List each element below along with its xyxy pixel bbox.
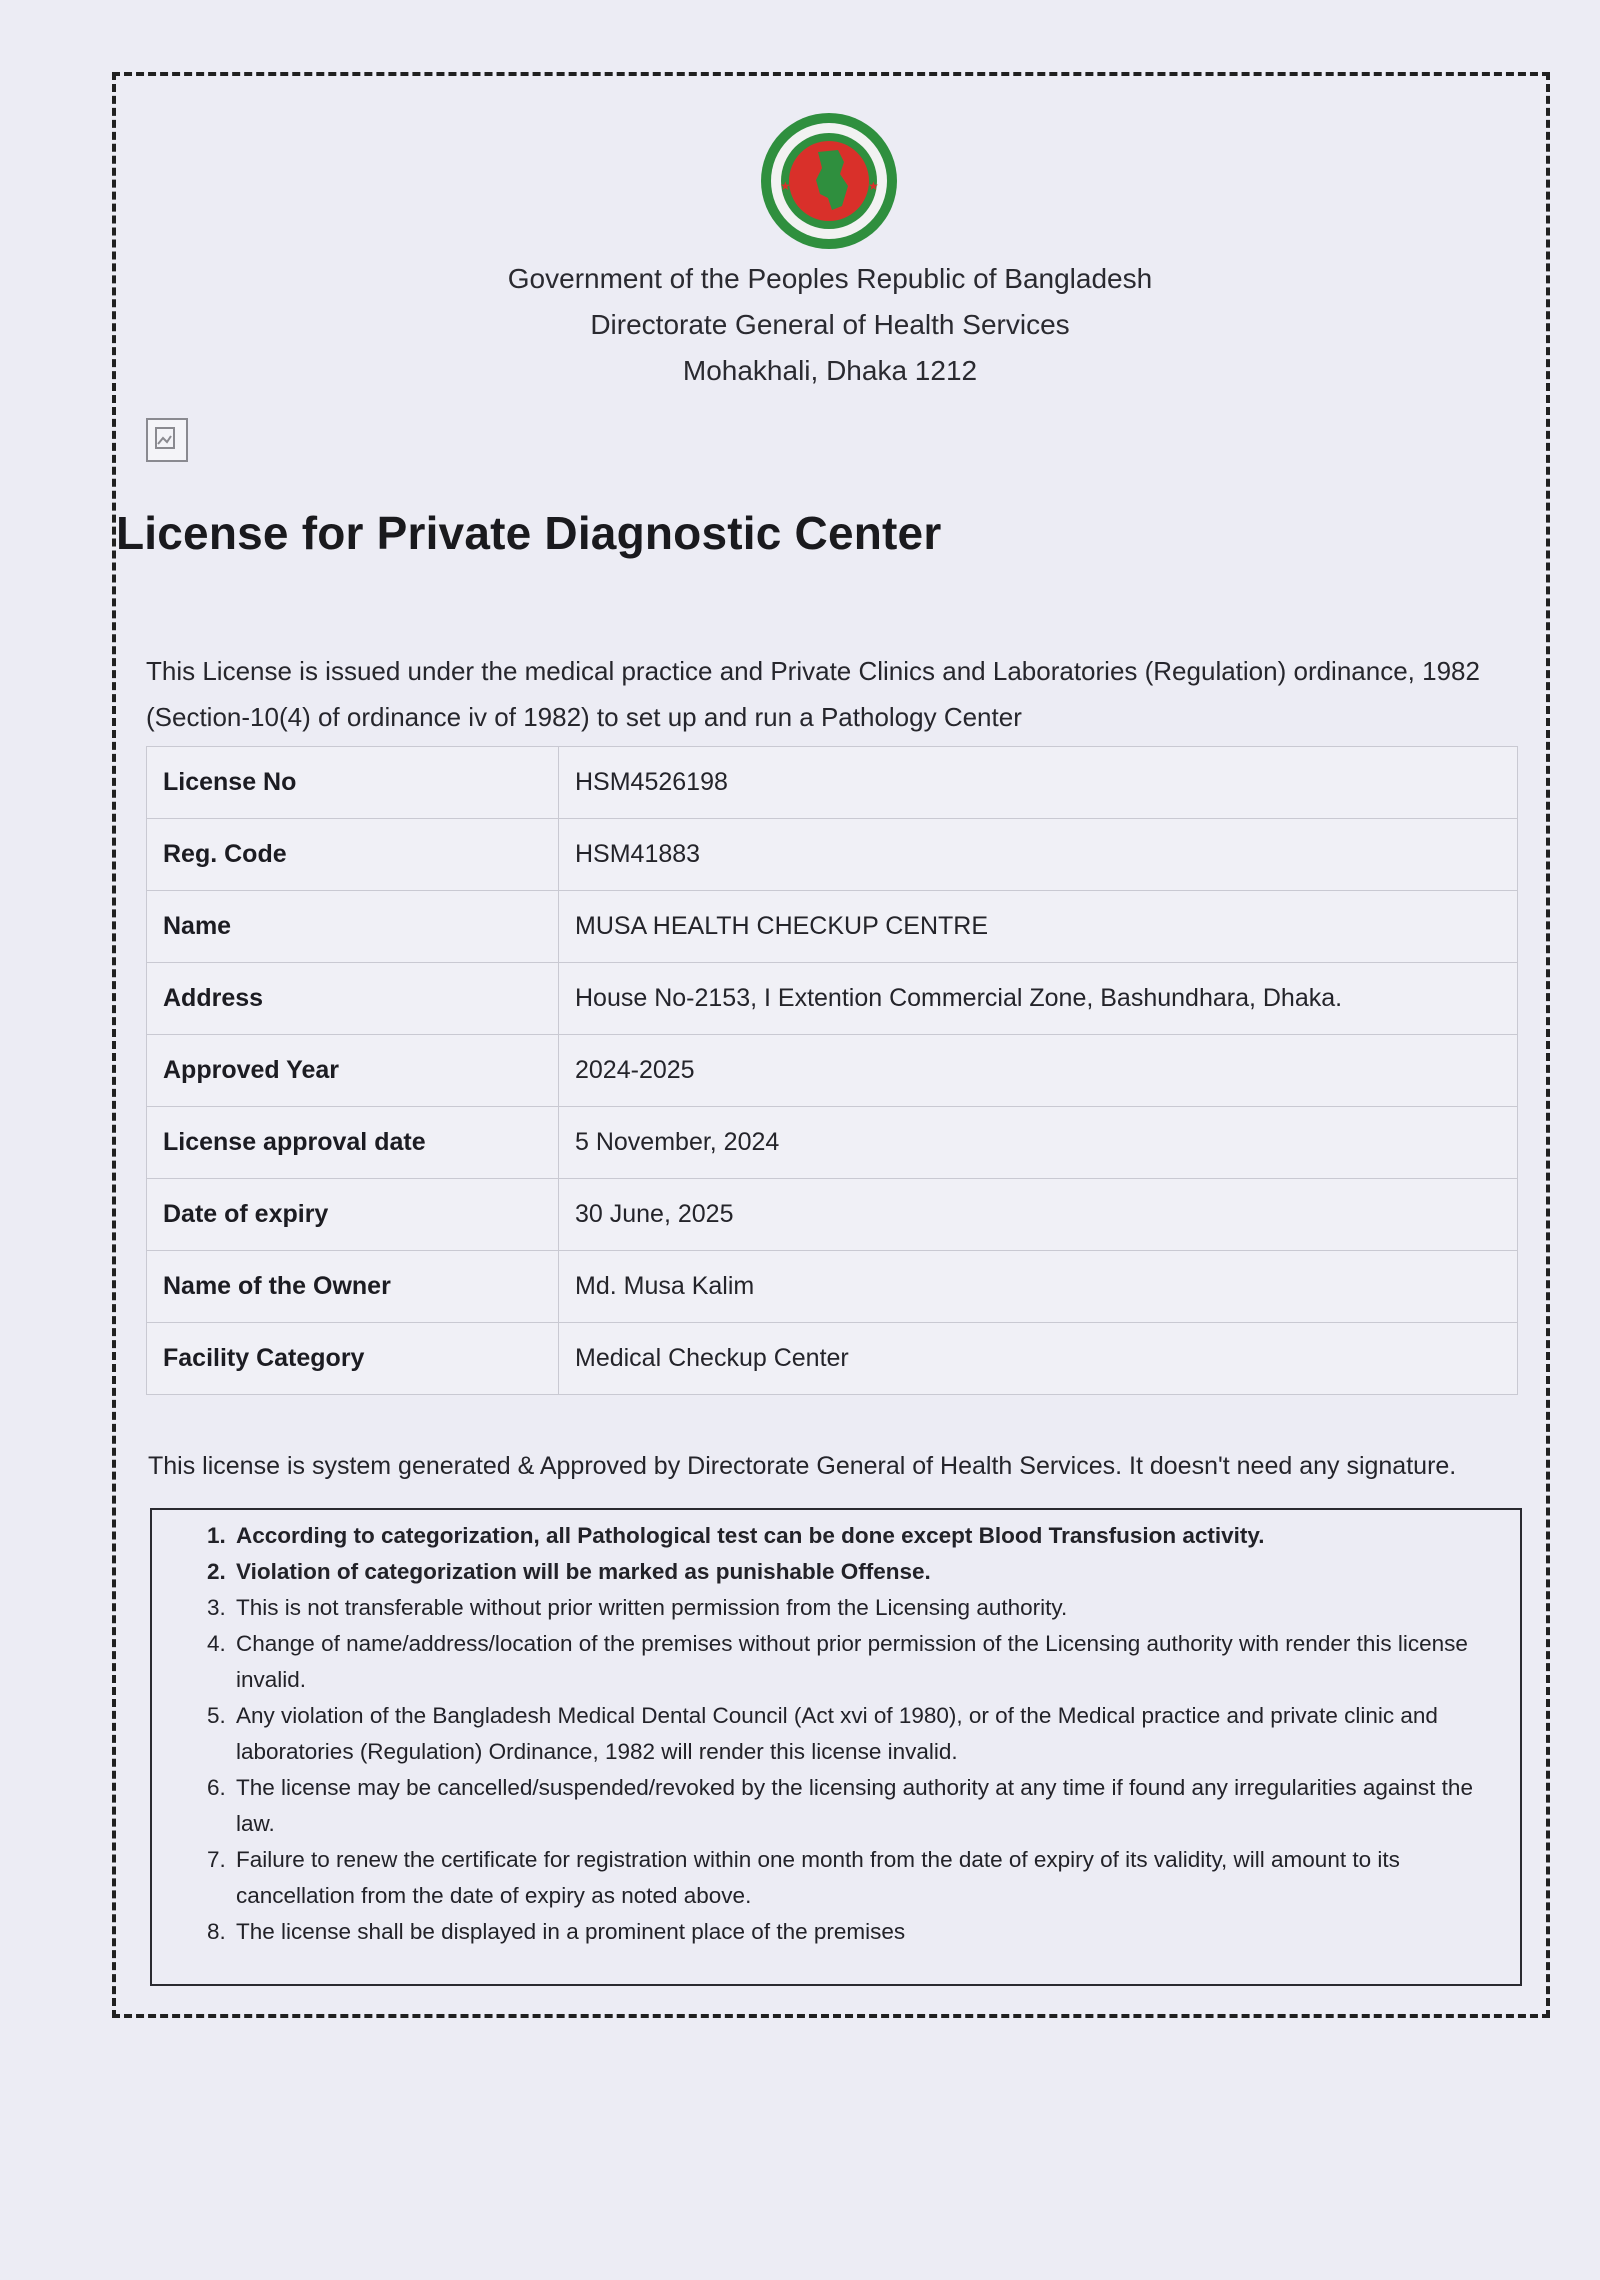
table-row: [147, 1251, 1518, 1323]
term-item: 7. Failure to renew the certificate for registration within one month from the date of expiry of its validity, will amount to its cancellation from the date of expiry as noted above.: [232, 1842, 1510, 1914]
table-row: [147, 1107, 1518, 1179]
table-row: [147, 891, 1518, 963]
term-item: 6. The license may be cancelled/suspended/revoked by the licensing authority at any time if found any irregularities against the law.: [232, 1770, 1510, 1842]
license-intro: This License is issued under the medical practice and Private Clinics and Laboratories (Regulation) ordinance, 1982 (Section-10(4) of ordinance iv of 1982) to set up and run a Pathology Center: [146, 656, 1480, 732]
detail-label: Date of expiry: [147, 1179, 559, 1251]
table-row: [147, 1323, 1518, 1395]
detail-value: HSM41883: [559, 819, 1518, 891]
table-row: [147, 1035, 1518, 1107]
header-address: Mohakhali, Dhaka 1212: [682, 355, 978, 386]
detail-label: License No: [147, 747, 559, 819]
detail-value: HSM4526198: [559, 747, 1518, 819]
detail-value: House No-2153, I Extention Commercial Zone, Bashundhara, Dhaka.: [559, 963, 1518, 1035]
license-details-table: [146, 746, 1518, 1395]
detail-value: 2024-2025: [559, 1035, 1518, 1107]
svg-text:★: ★: [868, 179, 879, 193]
header-government: Government of the Peoples Republic of Bangladesh: [507, 263, 1153, 294]
detail-value: Medical Checkup Center: [559, 1323, 1518, 1395]
terms-box: [150, 1508, 1522, 1986]
table-row: [147, 1179, 1518, 1251]
table-row: [147, 963, 1518, 1035]
table-row: [147, 819, 1518, 891]
detail-label: Reg. Code: [147, 819, 559, 891]
terms-list: [152, 1518, 1510, 1950]
table-row: [147, 747, 1518, 819]
issuer-header: [380, 256, 1280, 394]
header-directorate: Directorate General of Health Services: [590, 309, 1070, 340]
term-item: 1. According to categorization, all Pathological test can be done except Blood Transfusion activity.: [232, 1518, 1510, 1554]
detail-label: License approval date: [147, 1107, 559, 1179]
detail-value: Md. Musa Kalim: [559, 1251, 1518, 1323]
broken-image-icon: [146, 418, 188, 462]
svg-text:★: ★: [780, 179, 791, 193]
term-item: 3. This is not transferable without prior written permission from the Licensing authority.: [232, 1590, 1510, 1626]
detail-label: Approved Year: [147, 1035, 559, 1107]
term-item: 4. Change of name/address/location of the premises without prior permission of the Licensing authority with render this license invalid.: [232, 1626, 1510, 1698]
bangladesh-government-seal: [758, 110, 900, 252]
term-item: 8. The license shall be displayed in a prominent place of the premises: [232, 1914, 1510, 1950]
page-title: License for Private Diagnostic Center: [116, 507, 942, 559]
detail-value: MUSA HEALTH CHECKUP CENTRE: [559, 891, 1518, 963]
detail-value: 30 June, 2025: [559, 1179, 1518, 1251]
detail-label: Name: [147, 891, 559, 963]
detail-label: Address: [147, 963, 559, 1035]
detail-label: Facility Category: [147, 1323, 559, 1395]
detail-value: 5 November, 2024: [559, 1107, 1518, 1179]
detail-label: Name of the Owner: [147, 1251, 559, 1323]
system-generated-note: This license is system generated & Approved by Directorate General of Health Services. It doesn't need any signature.: [148, 1452, 1457, 1480]
term-item: 5. Any violation of the Bangladesh Medical Dental Council (Act xvi of 1980), or of the Medical practice and private clinic and laboratories (Regulation) Ordinance, 1982 will render this license invalid.: [232, 1698, 1510, 1770]
term-item: 2. Violation of categorization will be marked as punishable Offense.: [232, 1554, 1510, 1590]
